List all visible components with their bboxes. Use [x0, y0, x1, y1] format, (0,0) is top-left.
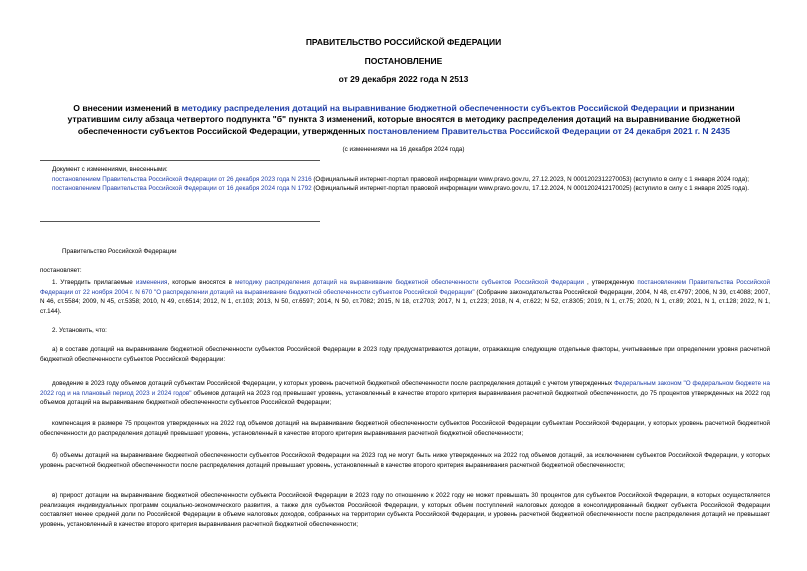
- paragraph-a: [40, 345, 770, 364]
- change-item: [52, 175, 772, 185]
- document-type: ПОСТАНОВЛЕНИЕ: [364, 56, 443, 66]
- changes-box: [52, 165, 772, 194]
- change-details: (Официальный интернет-портал правовой информации www.pravo.gov.ru, 27.12.2023, N 0001202312270053) (вступило в силу с 1 января 2024 года);: [311, 175, 749, 183]
- pd1-text-a: доведение в 2023 году объемов дотаций субъектам Российской Федерации, у которых уровень расчетной бюджетной обеспеченности после распределения дотаций с учетом утвержденных: [52, 380, 615, 387]
- change-details: (Официальный интернет-портал правовой информации www.pravo.gov.ru, 17.12.2024, N 0001202412170025) (вступило в силу с 1 января 2025 года).: [311, 185, 749, 193]
- divider-bottom: [40, 221, 320, 222]
- paragraph-compensation: [40, 419, 770, 438]
- paragraph-2: [40, 326, 770, 336]
- p1-text-a: 1. Утвердить прилагаемые: [52, 279, 136, 286]
- version-note: (с изменениями на 16 декабря 2024 года): [342, 146, 465, 153]
- paragraph-1: [40, 278, 770, 316]
- paragraph-b: [40, 451, 770, 470]
- p2-text: 2. Установить, что:: [52, 327, 107, 334]
- pd1-link-federal-law[interactable]: Федеральным законом "О федеральном бюджете на 2022 год и на плановый период 2023 и 2024 годов": [40, 380, 770, 397]
- title-link-methodology[interactable]: методику распределения дотаций на выравнивание бюджетной обеспеченности субъектов Российской Федерации: [181, 103, 679, 113]
- paragraph-c: [40, 491, 770, 529]
- title-link-resolution-2435[interactable]: постановлением Правительства Российской Федерации от 24 декабря 2021 г. N 2435: [367, 125, 731, 136]
- title-text-2: и признании утратившим силу абзаца четвертого подпункта "б" пункта 3 изменений, которые вносятся в методику распределения дотаций на выравнивание бюджетной обеспеченности субъектов Российской Федерации, утвержденных: [67, 103, 741, 136]
- p1-text-d: (Собрание законодательства Российской Федерации, 2004, N 48, ст.4797; 2006, N 39, ст.4088; 2007, N 46, ст.5584; 2009, N 45, ст.5358; 2010, N 49, ст.6514; 2012, N 1, ст.103; 2013, N 50, ст.6597; 2014, N 50, ст.7082; 2015, N 18, ст.2703; 2017, N 1, ст.223; 2018, N 4, ст.622; N 52, ст.8305; 2019, N 1, ст.75; 2020, N 1, ст.89; 2021, N 1, ст.128; 2022, N 1, ст.144).: [40, 288, 770, 315]
- document-title: [48, 103, 760, 137]
- issuer-heading: ПРАВИТЕЛЬСТВО РОССИЙСКОЙ ФЕДЕРАЦИИ: [305, 37, 502, 47]
- change-item: [52, 184, 772, 194]
- changes-heading: Документ с изменениями, внесенными:: [52, 166, 168, 173]
- document-date: от 29 декабря 2022 года N 2513: [338, 74, 469, 84]
- p1-link-changes[interactable]: изменения: [135, 279, 168, 286]
- p1-link-resolution-670[interactable]: постановлением Правительства Российской Федерации от 22 ноября 2004 г. N 670 "О распределении дотаций на выравнивание бюджетной обеспеченности субъектов Российской Федерации": [40, 279, 771, 296]
- decides-line: постановляет:: [40, 267, 82, 274]
- p1-text-c: , утвержденную: [584, 279, 638, 286]
- title-text-1: О внесении изменений в: [73, 103, 182, 113]
- paragraph-dovedenie: [40, 379, 770, 408]
- government-line: Правительство Российской Федерации: [62, 248, 177, 255]
- p1-link-methodology[interactable]: методику распределения дотаций на выравнивание бюджетной обеспеченности субъектов Российской Федерации: [234, 279, 584, 286]
- pa-text: а) в составе дотаций на выравнивание бюджетной обеспеченности субъектов Российской Федерации в 2023 году предусматриваются дотации, отражающие следующие отдельные факторы, учитываемые при определении уровня расчетной бюджетной обеспеченности субъектов Российской Федерации:: [40, 346, 770, 363]
- pb-text: б) объемы дотаций на выравнивание бюджетной обеспеченности субъектов Российской Федерации на 2023 год не могут быть ниже утвержденных на 2022 год объемов дотаций, за исключением субъектов Российской Федерации, у которых уровень расчетной бюджетной обеспеченности после распределения дотаций превышает уровень, установленный в качестве второго критерия выравнивания расчетной бюджетной обеспеченности;: [40, 452, 770, 469]
- p1-text-b: , которые вносятся в: [167, 279, 235, 286]
- pk-text: компенсация в размере 75 процентов утвержденных на 2022 год объемов дотаций на выравнивание бюджетной обеспеченности субъектов Российской Федерации субъектам Российской Федерации, у которых уровень расчетной бюджетной обеспеченности до распределения дотаций превышает уровень, установленный в качестве второго критерия выравнивания расчетной бюджетной обеспеченности;: [40, 420, 770, 437]
- change-link-2316[interactable]: постановлением Правительства Российской Федерации от 26 декабря 2023 года N 2316: [52, 175, 312, 183]
- pd1-text-b: объемов дотаций на 2023 год превышает уровень, установленный в качестве второго критерия выравнивания расчетной бюджетной обеспеченности, до 75 процентов утвержденных на 2022 год объемов дотаций на выравнивание бюджетной обеспеченности субъектов Российской Федерации;: [40, 389, 770, 407]
- pc-text: в) прирост дотации на выравнивание бюджетной обеспеченности субъекта Российской Федерации в 2023 году по отношению к 2022 году не может превышать 30 процентов для субъектов Российской Федерации, в которых осуществляется реализация индивидуальных программ социально-экономического развития, а также для субъектов Российской Федерации, у которых объем поступлений налоговых доходов в консолидированный бюджет субъекта Российской Федерации составляет менее средней доли по Российской Федерации в объеме налоговых доходов, собранных на территории субъекта Российской Федерации, и уровень расчетной бюджетной обеспеченности после распределения дотаций не превышает уровень, установленный в качестве второго критерия выравнивания расчетной бюджетной обеспеченности;: [40, 492, 770, 528]
- change-link-1792[interactable]: постановлением Правительства Российской Федерации от 16 декабря 2024 года N 1792: [52, 185, 312, 193]
- divider-top: [40, 160, 320, 161]
